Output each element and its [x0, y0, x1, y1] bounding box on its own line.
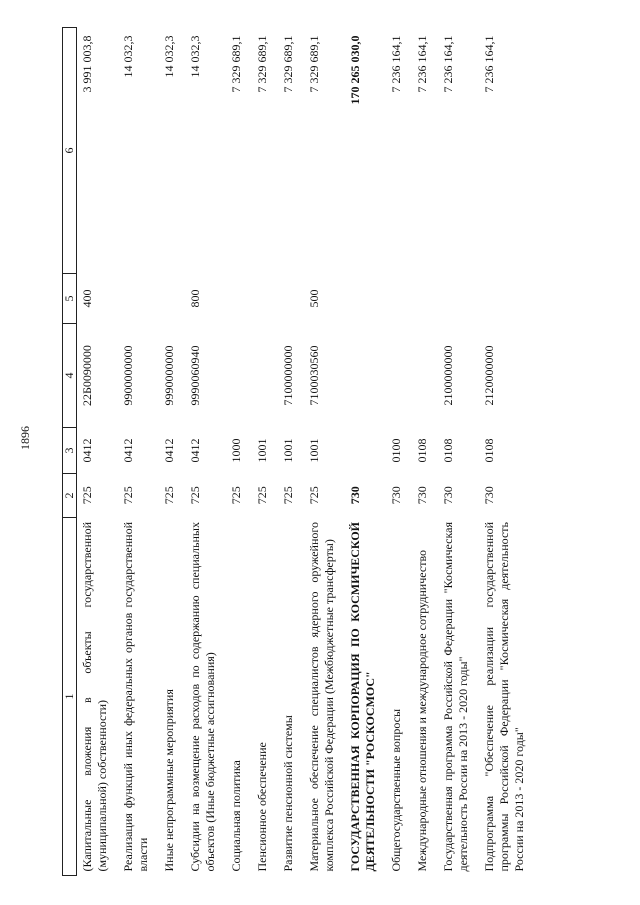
- row-rz: 1001: [307, 438, 321, 463]
- row-ved: 730: [415, 486, 429, 505]
- row-name: Реализация функций иных федеральных органов государственной власти: [118, 518, 159, 876]
- table-row: [77, 28, 119, 876]
- table-row: [479, 28, 535, 876]
- row-vr: [412, 274, 438, 324]
- row-rz: 0412: [188, 438, 202, 463]
- row-vr: [226, 274, 252, 324]
- row-amount: 7 236 164,1: [482, 35, 496, 93]
- row-csr: 2120000000: [482, 345, 496, 406]
- row-name: Подпрограмма "Обеспечение реализации государственной программы Российской Федерации "Космическая деятельность России на 2013 - 2020 годы": [479, 518, 535, 876]
- row-name: Государственная программа Российской Федерации "Космическая деятельность России на 2013 - 2020 годы": [438, 518, 479, 876]
- row-csr: [345, 324, 386, 428]
- table-row: [159, 28, 185, 876]
- row-rz: 1001: [255, 438, 269, 463]
- row-rz: 0412: [162, 438, 176, 463]
- budget-table-sheet: [62, 28, 622, 876]
- row-name: Пенсионное обеспечение: [252, 518, 278, 876]
- row-amount: 14 032,3: [162, 35, 176, 78]
- row-ved: 725: [307, 486, 321, 505]
- header-col-1: 1: [63, 518, 77, 876]
- row-ved: 730: [348, 486, 362, 505]
- table-row: [386, 28, 412, 876]
- row-csr: 22Б0090000: [80, 345, 94, 406]
- row-ved: 730: [441, 486, 455, 505]
- row-ved: 725: [121, 486, 135, 505]
- row-amount: 7 329 689,1: [255, 35, 269, 93]
- row-vr: 800: [188, 289, 202, 308]
- row-ved: 725: [80, 486, 94, 505]
- row-ved: 725: [229, 486, 243, 505]
- row-csr: [252, 324, 278, 428]
- row-rz: [345, 428, 386, 474]
- row-csr: 9990000000: [162, 345, 176, 406]
- row-csr: 7100030560: [307, 345, 321, 406]
- row-csr: 9900000000: [121, 345, 135, 406]
- row-vr: 400: [80, 289, 94, 308]
- header-col-2: 2: [63, 474, 77, 518]
- table-row: [185, 28, 226, 876]
- row-name: (Капитальные вложения в объекты государственной (муниципальной) собственности): [77, 518, 119, 876]
- row-amount: 3 991 003,8: [80, 35, 94, 93]
- row-name: Социальная политика: [226, 518, 252, 876]
- row-rz: 0108: [482, 438, 496, 463]
- row-csr: 7100000000: [281, 345, 295, 406]
- row-amount: 7 329 689,1: [307, 35, 321, 93]
- row-ved: 725: [255, 486, 269, 505]
- row-amount: 7 236 164,1: [389, 35, 403, 93]
- page-number-text: 1896: [18, 426, 32, 450]
- row-vr: [252, 274, 278, 324]
- row-ved: 730: [389, 486, 403, 505]
- row-name: Развитие пенсионной системы: [278, 518, 304, 876]
- row-vr: [345, 274, 386, 324]
- row-csr: [226, 324, 252, 428]
- row-rz: 0100: [389, 438, 403, 463]
- table-row: [118, 28, 159, 876]
- row-amount: 14 032,3: [121, 35, 135, 78]
- row-rz: 1000: [229, 438, 243, 463]
- row-ved: 725: [162, 486, 176, 505]
- table-row: [226, 28, 252, 876]
- table-row: [304, 28, 345, 876]
- row-rz: 0108: [415, 438, 429, 463]
- header-col-5: 5: [63, 274, 77, 324]
- row-name: Международные отношения и международное сотрудничество: [412, 518, 438, 876]
- row-csr: [386, 324, 412, 428]
- table-row: [345, 28, 386, 876]
- header-row: [63, 28, 77, 876]
- table-body: [77, 28, 536, 876]
- row-name: Субсидии на возмещение расходов по содержанию специальных объектов (Иные бюджетные ассигнования): [185, 518, 226, 876]
- row-name: Иные непрограммные мероприятия: [159, 518, 185, 876]
- header-col-4: 4: [63, 324, 77, 428]
- row-name: ГОСУДАРСТВЕННАЯ КОРПОРАЦИЯ ПО КОСМИЧЕСКОЙ ДЕЯТЕЛЬНОСТИ "РОСКОСМОС": [345, 518, 386, 876]
- row-amount: 7 329 689,1: [229, 35, 243, 93]
- row-name: Материальное обеспечение специалистов ядерного оружейного комплекса Российской Федерации (Межбюджетные трансферты): [304, 518, 345, 876]
- row-amount: 170 265 030,0: [348, 35, 362, 105]
- row-vr: [118, 274, 159, 324]
- row-rz: 1001: [281, 438, 295, 463]
- budget-table: [62, 27, 535, 876]
- table-row: [412, 28, 438, 876]
- header-col-3: 3: [63, 428, 77, 474]
- row-amount: 7 329 689,1: [281, 35, 295, 93]
- header-col-6: 6: [63, 28, 77, 274]
- row-rz: 0412: [121, 438, 135, 463]
- table-row: [252, 28, 278, 876]
- row-vr: [278, 274, 304, 324]
- row-name: Общегосударственные вопросы: [386, 518, 412, 876]
- row-ved: 725: [281, 486, 295, 505]
- row-csr: 9990060940: [188, 345, 202, 406]
- row-csr: [412, 324, 438, 428]
- row-vr: [479, 274, 535, 324]
- row-amount: 7 236 164,1: [415, 35, 429, 93]
- table-row: [438, 28, 479, 876]
- row-vr: [386, 274, 412, 324]
- row-ved: 730: [482, 486, 496, 505]
- row-ved: 725: [188, 486, 202, 505]
- row-rz: 0108: [441, 438, 455, 463]
- row-vr: 500: [307, 289, 321, 308]
- row-rz: 0412: [80, 438, 94, 463]
- table-row: [278, 28, 304, 876]
- row-vr: [438, 274, 479, 324]
- row-amount: 7 236 164,1: [441, 35, 455, 93]
- row-csr: 2100000000: [441, 345, 455, 406]
- row-amount: 14 032,3: [188, 35, 202, 78]
- row-vr: [159, 274, 185, 324]
